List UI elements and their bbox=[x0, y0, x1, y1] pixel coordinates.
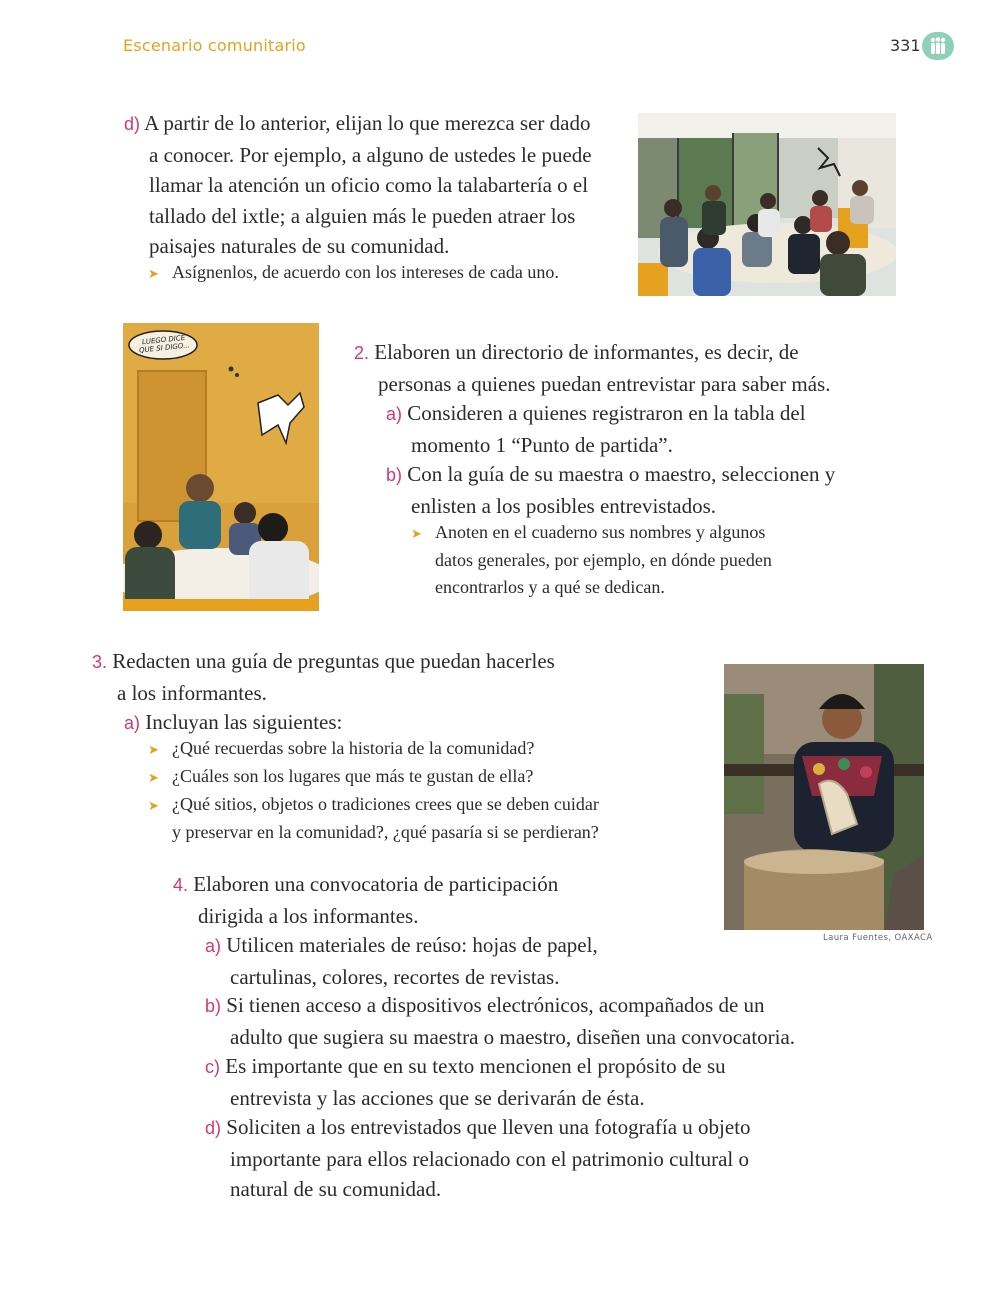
item-2a-line: Consideren a quienes registraron en la tabla del bbox=[407, 401, 806, 425]
item-d-line: tallado del ixtle; a alguien más le pueden atraer los bbox=[149, 203, 576, 228]
item-2a-label: a) bbox=[386, 404, 403, 424]
item-2-number: 2. bbox=[354, 343, 370, 363]
item-4b-line: adulto que sugiera su maestra o maestro, diseñen una convocatoria. bbox=[230, 1024, 796, 1049]
item-2b-line: Con la guía de su maestra o maestro, seleccionen y bbox=[407, 462, 836, 486]
item-4-line: dirigida a los informantes. bbox=[198, 903, 419, 928]
children-table-photo bbox=[123, 323, 319, 611]
item-3a-label: a) bbox=[124, 713, 141, 733]
item-4b bbox=[205, 990, 795, 1052]
item-3a-bullets bbox=[148, 735, 599, 846]
bullet-text: encontrarlos y a qué se dedican. bbox=[435, 577, 665, 597]
item-4b-label: b) bbox=[205, 996, 222, 1016]
header-title: Escenario comunitario bbox=[123, 36, 306, 55]
item-3-line: Redacten una guía de preguntas que puedan hacerles bbox=[112, 649, 555, 673]
item-4a-label: a) bbox=[205, 936, 222, 956]
item-d-line: paisajes naturales de su comunidad. bbox=[149, 234, 450, 258]
item-4d bbox=[205, 1112, 751, 1205]
item-2-line: Elaboren un directorio de informantes, es decir, de bbox=[374, 340, 799, 364]
item-3 bbox=[92, 646, 555, 708]
wood-carver-photo bbox=[724, 664, 924, 930]
item-3a-text: Incluyan las siguientes: bbox=[145, 710, 343, 734]
item-4a bbox=[205, 930, 598, 992]
item-2b bbox=[386, 459, 835, 521]
item-d bbox=[124, 108, 592, 262]
item-4d-line: natural de su comunidad. bbox=[230, 1177, 442, 1201]
item-4 bbox=[173, 869, 558, 931]
item-2 bbox=[354, 337, 830, 399]
item-4c-line: entrevista y las acciones que se derivarán de ésta. bbox=[230, 1085, 645, 1110]
item-4b-line: Si tienen acceso a dispositivos electrónicos, acompañados de un bbox=[226, 993, 765, 1017]
item-4a-line: cartulinas, colores, recortes de revistas. bbox=[230, 964, 560, 989]
bullet-text: ¿Qué sitios, objetos o tradiciones crees que se deben cuidar bbox=[172, 794, 599, 814]
bullet-text: datos generales, por ejemplo, en dónde pueden bbox=[435, 550, 772, 570]
arrow-bullet-icon: ➤ bbox=[411, 526, 422, 541]
item-d-line: llamar la atención un oficio como la talabartería o el bbox=[149, 173, 589, 197]
arrow-bullet-icon: ➤ bbox=[148, 798, 159, 813]
arrow-bullet-icon: ➤ bbox=[148, 266, 159, 281]
arrow-bullet-icon: ➤ bbox=[148, 742, 159, 757]
item-2b-label: b) bbox=[386, 465, 403, 485]
item-4d-line: importante para ellos relacionado con el patrimonio cultural o bbox=[230, 1146, 749, 1171]
arrow-bullet-icon: ➤ bbox=[148, 770, 159, 785]
item-3a bbox=[124, 707, 342, 739]
item-3-line: a los informantes. bbox=[117, 680, 267, 705]
item-d-bullet bbox=[148, 259, 559, 287]
item-2a-line: momento 1 “Punto de partida”. bbox=[411, 432, 673, 457]
item-4d-line: Soliciten a los entrevistados que lleven una fotografía u objeto bbox=[226, 1115, 751, 1139]
item-d-line: a conocer. Por ejemplo, a alguno de ustedes le puede bbox=[149, 142, 592, 167]
bullet-text: ¿Qué recuerdas sobre la historia de la comunidad? bbox=[172, 738, 535, 758]
comic-bubble-text: LUEGO DICE QUE SI DIGO... bbox=[138, 333, 191, 355]
item-2-line: personas a quienes puedan entrevistar para saber más. bbox=[378, 371, 831, 396]
photo-caption: Laura Fuentes, OAXACA bbox=[823, 933, 933, 943]
bullet-text: Anoten en el cuaderno sus nombres y algunos bbox=[435, 522, 766, 542]
children-workshop-photo bbox=[638, 113, 896, 296]
item-2a bbox=[386, 398, 806, 460]
bullet-text: ¿Cuáles son los lugares que más te gustan de ella? bbox=[172, 766, 534, 786]
item-3-number: 3. bbox=[92, 652, 108, 672]
item-4-number: 4. bbox=[173, 875, 189, 895]
item-4c bbox=[205, 1051, 726, 1113]
item-2b-line: enlisten a los posibles entrevistados. bbox=[411, 493, 717, 518]
item-d-line: A partir de lo anterior, elijan lo que merezca ser dado bbox=[144, 111, 591, 135]
item-d-label: d) bbox=[124, 114, 141, 134]
item-4-line: Elaboren una convocatoria de participación bbox=[193, 872, 559, 896]
page-number: 331 bbox=[890, 36, 921, 55]
item-4a-line: Utilicen materiales de reúso: hojas de papel, bbox=[226, 933, 598, 957]
community-people-icon bbox=[922, 32, 954, 60]
bullet-text: y preservar en la comunidad?, ¿qué pasaría si se perdieran? bbox=[172, 822, 599, 842]
item-4c-label: c) bbox=[205, 1057, 220, 1077]
item-4d-label: d) bbox=[205, 1118, 222, 1138]
item-4c-line: Es importante que en su texto mencionen el propósito de su bbox=[225, 1054, 726, 1078]
item-2b-bullet bbox=[411, 519, 772, 601]
bullet-text: Asígnenlos, de acuerdo con los intereses de cada uno. bbox=[172, 262, 559, 282]
